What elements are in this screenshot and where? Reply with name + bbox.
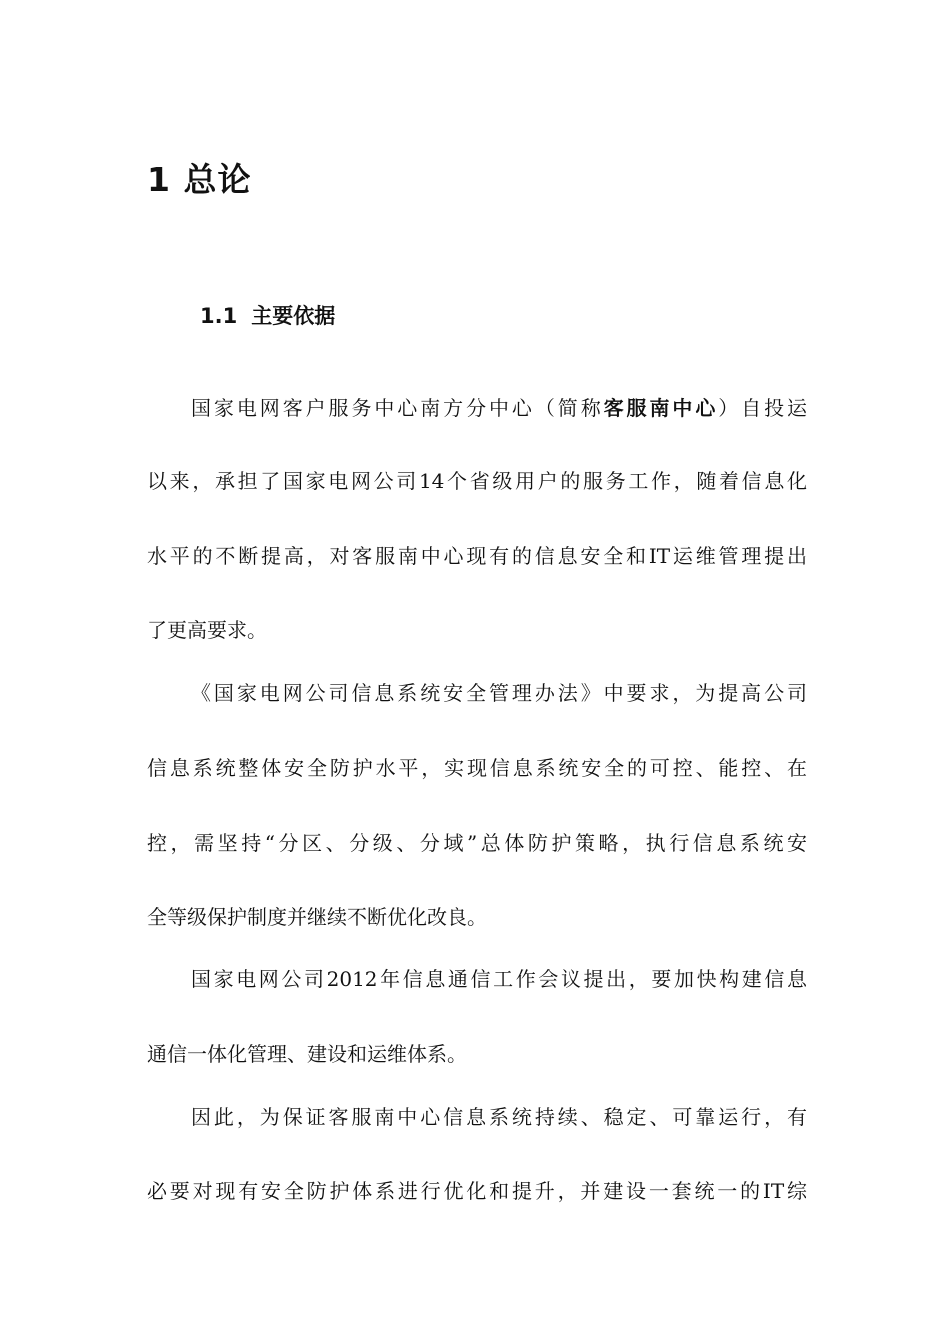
- paragraph-4-line-2: 必要对现有安全防护体系进行优化和提升，并建设一套统一的IT综: [147, 1179, 807, 1203]
- paragraph-1-line-4: 了更高要求。: [147, 618, 267, 642]
- chapter-heading: 1 总论: [147, 160, 252, 199]
- text-run: 国家电网客户服务中心南方分中心（简称: [191, 396, 604, 420]
- paragraph-2-line-1: 《国家电网公司信息系统安全管理办法》中要求，为提高公司: [191, 681, 807, 705]
- section-heading: [200, 298, 335, 334]
- text-run: ）自投运: [718, 396, 807, 420]
- paragraph-1-line-3: 水平的不断提高，对客服南中心现有的信息安全和IT运维管理提出: [147, 544, 807, 568]
- paragraph-1-line-2: 以来，承担了国家电网公司14个省级用户的服务工作，随着信息化: [147, 469, 807, 493]
- bold-term: 客服南中心: [603, 396, 719, 420]
- paragraph-2-line-2: 信息系统整体安全防护水平，实现信息系统安全的可控、能控、在: [147, 756, 807, 780]
- paragraph-4-line-1: 因此，为保证客服南中心信息系统持续、稳定、可靠运行，有: [191, 1105, 807, 1129]
- paragraph-3-line-1: 国家电网公司2012年信息通信工作会议提出，要加快构建信息: [191, 967, 807, 991]
- paragraph-2-line-4: 全等级保护制度并继续不断优化改良。: [147, 905, 487, 929]
- section-title: 主要依据: [251, 304, 336, 328]
- paragraph-2-line-3: 控，需坚持“分区、分级、分域”总体防护策略，执行信息系统安: [147, 831, 807, 855]
- paragraph-3-line-2: 通信一体化管理、建设和运维体系。: [147, 1042, 467, 1066]
- section-number: 1.1: [200, 304, 238, 328]
- paragraph-1-line-1: [191, 393, 807, 423]
